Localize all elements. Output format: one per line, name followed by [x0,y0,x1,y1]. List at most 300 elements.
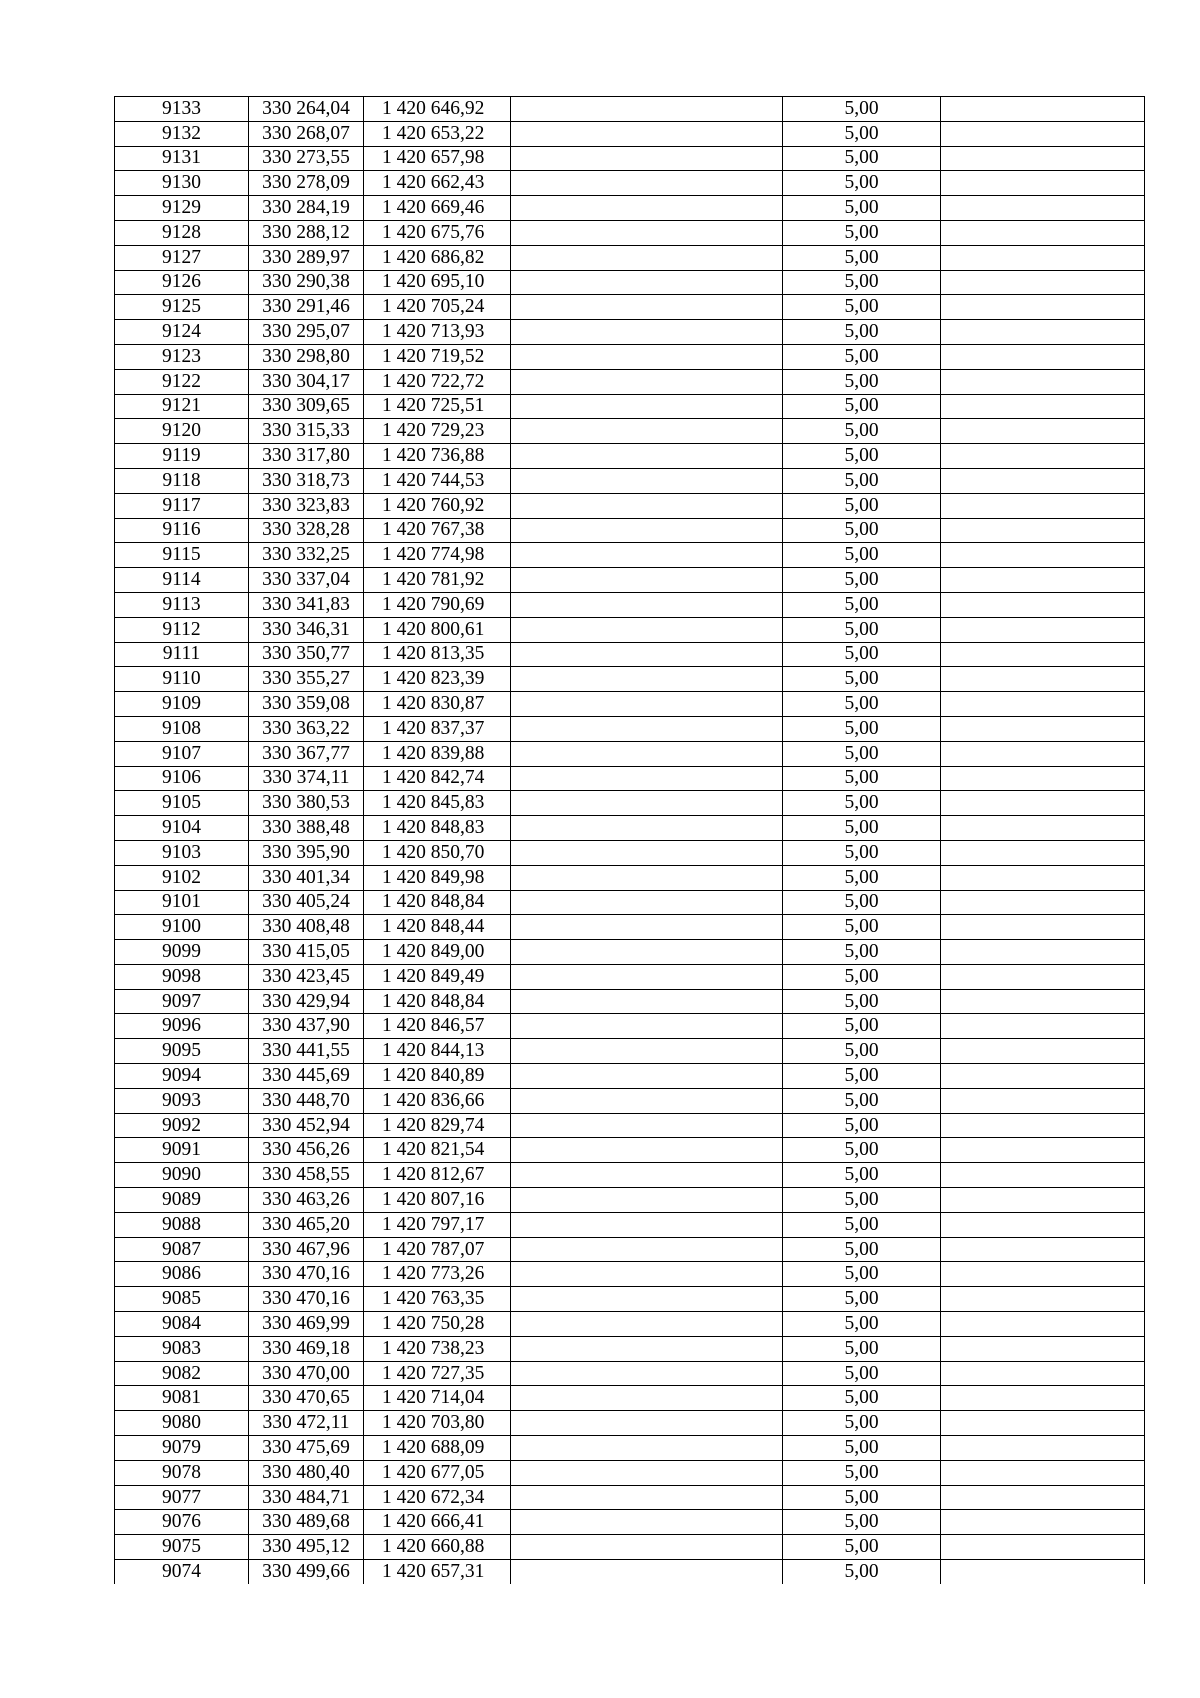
accuracy-value-cell: 5,00 [783,865,941,890]
blank-note-cell [941,344,1145,369]
point-number-cell: 9097 [115,989,249,1014]
blank-note-cell [941,1336,1145,1361]
blank-note-cell [941,592,1145,617]
point-number-cell: 9096 [115,1014,249,1039]
blank-column-cell [511,196,783,221]
accuracy-value-cell: 5,00 [783,1262,941,1287]
blank-column-cell [511,989,783,1014]
table-row [115,196,1145,221]
blank-note-cell [941,1212,1145,1237]
blank-note-cell [941,1237,1145,1262]
x-coordinate-cell: 330 278,09 [249,171,364,196]
table-row [115,642,1145,667]
blank-note-cell [941,220,1145,245]
y-coordinate-cell: 1 420 713,93 [364,320,511,345]
blank-note-cell [941,865,1145,890]
blank-note-cell [941,419,1145,444]
blank-column-cell [511,865,783,890]
blank-column-cell [511,1510,783,1535]
y-coordinate-cell: 1 420 666,41 [364,1510,511,1535]
table-row [115,1535,1145,1560]
y-coordinate-cell: 1 420 813,35 [364,642,511,667]
point-number-cell: 9119 [115,444,249,469]
table-row [115,592,1145,617]
blank-note-cell [941,617,1145,642]
x-coordinate-cell: 330 268,07 [249,121,364,146]
x-coordinate-cell: 330 499,66 [249,1560,364,1584]
y-coordinate-cell: 1 420 849,00 [364,940,511,965]
y-coordinate-cell: 1 420 790,69 [364,592,511,617]
x-coordinate-cell: 330 463,26 [249,1188,364,1213]
blank-note-cell [941,97,1145,122]
point-number-cell: 9127 [115,245,249,270]
x-coordinate-cell: 330 489,68 [249,1510,364,1535]
table-row [115,716,1145,741]
y-coordinate-cell: 1 420 812,67 [364,1163,511,1188]
y-coordinate-cell: 1 420 773,26 [364,1262,511,1287]
table-row [115,344,1145,369]
accuracy-value-cell: 5,00 [783,1212,941,1237]
accuracy-value-cell: 5,00 [783,518,941,543]
y-coordinate-cell: 1 420 781,92 [364,568,511,593]
blank-note-cell [941,816,1145,841]
table-row [115,1560,1145,1584]
blank-column-cell [511,1361,783,1386]
table-row [115,1088,1145,1113]
table-row [115,493,1145,518]
blank-column-cell [511,840,783,865]
accuracy-value-cell: 5,00 [783,97,941,122]
table-row [115,1361,1145,1386]
blank-note-cell [941,1113,1145,1138]
x-coordinate-cell: 330 465,20 [249,1212,364,1237]
accuracy-value-cell: 5,00 [783,444,941,469]
blank-note-cell [941,1287,1145,1312]
point-number-cell: 9075 [115,1535,249,1560]
blank-note-cell [941,1361,1145,1386]
blank-note-cell [941,369,1145,394]
table-row [115,1064,1145,1089]
y-coordinate-cell: 1 420 727,35 [364,1361,511,1386]
accuracy-value-cell: 5,00 [783,220,941,245]
table-row [115,1336,1145,1361]
table-row [115,97,1145,122]
point-number-cell: 9074 [115,1560,249,1584]
x-coordinate-cell: 330 395,90 [249,840,364,865]
point-number-cell: 9099 [115,940,249,965]
y-coordinate-cell: 1 420 842,74 [364,766,511,791]
blank-note-cell [941,741,1145,766]
table-row [115,146,1145,171]
y-coordinate-cell: 1 420 845,83 [364,791,511,816]
blank-note-cell [941,1163,1145,1188]
blank-column-cell [511,915,783,940]
accuracy-value-cell: 5,00 [783,1287,941,1312]
table-row [115,394,1145,419]
accuracy-value-cell: 5,00 [783,1188,941,1213]
blank-note-cell [941,915,1145,940]
table-row [115,121,1145,146]
blank-column-cell [511,320,783,345]
blank-column-cell [511,940,783,965]
table-row [115,915,1145,940]
blank-note-cell [941,890,1145,915]
accuracy-value-cell: 5,00 [783,1312,941,1337]
y-coordinate-cell: 1 420 760,92 [364,493,511,518]
accuracy-value-cell: 5,00 [783,1560,941,1584]
y-coordinate-cell: 1 420 848,84 [364,989,511,1014]
y-coordinate-cell: 1 420 722,72 [364,369,511,394]
accuracy-value-cell: 5,00 [783,394,941,419]
y-coordinate-cell: 1 420 662,43 [364,171,511,196]
blank-column-cell [511,1560,783,1584]
blank-column-cell [511,1411,783,1436]
blank-column-cell [511,1436,783,1461]
point-number-cell: 9103 [115,840,249,865]
blank-column-cell [511,1312,783,1337]
point-number-cell: 9090 [115,1163,249,1188]
blank-note-cell [941,642,1145,667]
x-coordinate-cell: 330 441,55 [249,1039,364,1064]
point-number-cell: 9131 [115,146,249,171]
point-number-cell: 9082 [115,1361,249,1386]
blank-column-cell [511,1386,783,1411]
x-coordinate-cell: 330 284,19 [249,196,364,221]
blank-note-cell [941,320,1145,345]
y-coordinate-cell: 1 420 744,53 [364,468,511,493]
point-number-cell: 9085 [115,1287,249,1312]
accuracy-value-cell: 5,00 [783,617,941,642]
accuracy-value-cell: 5,00 [783,1088,941,1113]
y-coordinate-cell: 1 420 849,49 [364,964,511,989]
x-coordinate-cell: 330 458,55 [249,1163,364,1188]
x-coordinate-cell: 330 290,38 [249,270,364,295]
x-coordinate-cell: 330 359,08 [249,692,364,717]
blank-note-cell [941,171,1145,196]
point-number-cell: 9124 [115,320,249,345]
accuracy-value-cell: 5,00 [783,1163,941,1188]
blank-note-cell [941,121,1145,146]
x-coordinate-cell: 330 480,40 [249,1460,364,1485]
point-number-cell: 9086 [115,1262,249,1287]
point-number-cell: 9128 [115,220,249,245]
y-coordinate-cell: 1 420 646,92 [364,97,511,122]
y-coordinate-cell: 1 420 736,88 [364,444,511,469]
x-coordinate-cell: 330 429,94 [249,989,364,1014]
blank-column-cell [511,493,783,518]
point-number-cell: 9100 [115,915,249,940]
blank-column-cell [511,716,783,741]
point-number-cell: 9107 [115,741,249,766]
point-number-cell: 9121 [115,394,249,419]
table-row [115,270,1145,295]
point-number-cell: 9092 [115,1113,249,1138]
accuracy-value-cell: 5,00 [783,642,941,667]
x-coordinate-cell: 330 317,80 [249,444,364,469]
blank-note-cell [941,1411,1145,1436]
point-number-cell: 9109 [115,692,249,717]
accuracy-value-cell: 5,00 [783,592,941,617]
point-number-cell: 9110 [115,667,249,692]
blank-column-cell [511,171,783,196]
accuracy-value-cell: 5,00 [783,667,941,692]
y-coordinate-cell: 1 420 840,89 [364,1064,511,1089]
x-coordinate-cell: 330 401,34 [249,865,364,890]
blank-note-cell [941,1088,1145,1113]
y-coordinate-cell: 1 420 695,10 [364,270,511,295]
table-row [115,220,1145,245]
accuracy-value-cell: 5,00 [783,840,941,865]
table-row [115,1510,1145,1535]
y-coordinate-cell: 1 420 729,23 [364,419,511,444]
x-coordinate-cell: 330 388,48 [249,816,364,841]
x-coordinate-cell: 330 355,27 [249,667,364,692]
table-row [115,468,1145,493]
accuracy-value-cell: 5,00 [783,1014,941,1039]
x-coordinate-cell: 330 469,99 [249,1312,364,1337]
y-coordinate-cell: 1 420 657,98 [364,146,511,171]
blank-note-cell [941,667,1145,692]
blank-column-cell [511,1460,783,1485]
blank-column-cell [511,344,783,369]
blank-note-cell [941,1485,1145,1510]
y-coordinate-cell: 1 420 850,70 [364,840,511,865]
y-coordinate-cell: 1 420 725,51 [364,394,511,419]
blank-note-cell [941,766,1145,791]
accuracy-value-cell: 5,00 [783,1336,941,1361]
y-coordinate-cell: 1 420 848,44 [364,915,511,940]
x-coordinate-cell: 330 470,16 [249,1287,364,1312]
accuracy-value-cell: 5,00 [783,320,941,345]
y-coordinate-cell: 1 420 669,46 [364,196,511,221]
accuracy-value-cell: 5,00 [783,1535,941,1560]
x-coordinate-cell: 330 288,12 [249,220,364,245]
x-coordinate-cell: 330 295,07 [249,320,364,345]
point-number-cell: 9133 [115,97,249,122]
x-coordinate-cell: 330 415,05 [249,940,364,965]
accuracy-value-cell: 5,00 [783,121,941,146]
x-coordinate-cell: 330 341,83 [249,592,364,617]
y-coordinate-cell: 1 420 705,24 [364,295,511,320]
table-row [115,1485,1145,1510]
blank-column-cell [511,444,783,469]
x-coordinate-cell: 330 363,22 [249,716,364,741]
blank-column-cell [511,617,783,642]
point-number-cell: 9116 [115,518,249,543]
x-coordinate-cell: 330 405,24 [249,890,364,915]
x-coordinate-cell: 330 374,11 [249,766,364,791]
accuracy-value-cell: 5,00 [783,1113,941,1138]
accuracy-value-cell: 5,00 [783,1237,941,1262]
point-number-cell: 9077 [115,1485,249,1510]
point-number-cell: 9084 [115,1312,249,1337]
table-row [115,171,1145,196]
accuracy-value-cell: 5,00 [783,419,941,444]
table-row [115,1262,1145,1287]
blank-column-cell [511,816,783,841]
blank-note-cell [941,840,1145,865]
accuracy-value-cell: 5,00 [783,766,941,791]
blank-note-cell [941,989,1145,1014]
point-number-cell: 9095 [115,1039,249,1064]
blank-note-cell [941,245,1145,270]
blank-column-cell [511,1336,783,1361]
blank-note-cell [941,964,1145,989]
accuracy-value-cell: 5,00 [783,791,941,816]
point-number-cell: 9093 [115,1088,249,1113]
y-coordinate-cell: 1 420 844,13 [364,1039,511,1064]
point-number-cell: 9126 [115,270,249,295]
point-number-cell: 9094 [115,1064,249,1089]
blank-column-cell [511,1014,783,1039]
point-number-cell: 9125 [115,295,249,320]
table-row [115,766,1145,791]
coordinate-table [114,96,1145,1584]
point-number-cell: 9132 [115,121,249,146]
blank-column-cell [511,394,783,419]
blank-column-cell [511,1163,783,1188]
point-number-cell: 9089 [115,1188,249,1213]
blank-note-cell [941,1560,1145,1584]
blank-column-cell [511,1535,783,1560]
point-number-cell: 9080 [115,1411,249,1436]
point-number-cell: 9076 [115,1510,249,1535]
blank-note-cell [941,1064,1145,1089]
blank-column-cell [511,642,783,667]
point-number-cell: 9115 [115,543,249,568]
accuracy-value-cell: 5,00 [783,493,941,518]
x-coordinate-cell: 330 437,90 [249,1014,364,1039]
blank-column-cell [511,568,783,593]
accuracy-value-cell: 5,00 [783,1436,941,1461]
accuracy-value-cell: 5,00 [783,1138,941,1163]
coordinate-table-body [115,97,1145,1584]
accuracy-value-cell: 5,00 [783,146,941,171]
blank-column-cell [511,1113,783,1138]
accuracy-value-cell: 5,00 [783,816,941,841]
blank-column-cell [511,1287,783,1312]
table-row [115,444,1145,469]
y-coordinate-cell: 1 420 653,22 [364,121,511,146]
y-coordinate-cell: 1 420 672,34 [364,1485,511,1510]
y-coordinate-cell: 1 420 750,28 [364,1312,511,1337]
y-coordinate-cell: 1 420 800,61 [364,617,511,642]
blank-note-cell [941,716,1145,741]
accuracy-value-cell: 5,00 [783,915,941,940]
x-coordinate-cell: 330 291,46 [249,295,364,320]
y-coordinate-cell: 1 420 846,57 [364,1014,511,1039]
blank-column-cell [511,1212,783,1237]
point-number-cell: 9106 [115,766,249,791]
y-coordinate-cell: 1 420 714,04 [364,1386,511,1411]
accuracy-value-cell: 5,00 [783,1064,941,1089]
y-coordinate-cell: 1 420 703,80 [364,1411,511,1436]
blank-note-cell [941,940,1145,965]
blank-column-cell [511,543,783,568]
blank-note-cell [941,1014,1145,1039]
table-row [115,295,1145,320]
y-coordinate-cell: 1 420 719,52 [364,344,511,369]
blank-column-cell [511,667,783,692]
accuracy-value-cell: 5,00 [783,369,941,394]
accuracy-value-cell: 5,00 [783,716,941,741]
blank-column-cell [511,964,783,989]
point-number-cell: 9111 [115,642,249,667]
blank-note-cell [941,1188,1145,1213]
y-coordinate-cell: 1 420 677,05 [364,1460,511,1485]
y-coordinate-cell: 1 420 836,66 [364,1088,511,1113]
point-number-cell: 9122 [115,369,249,394]
table-row [115,940,1145,965]
x-coordinate-cell: 330 298,80 [249,344,364,369]
blank-note-cell [941,791,1145,816]
table-row [115,1386,1145,1411]
point-number-cell: 9112 [115,617,249,642]
x-coordinate-cell: 330 380,53 [249,791,364,816]
y-coordinate-cell: 1 420 830,87 [364,692,511,717]
blank-column-cell [511,1064,783,1089]
point-number-cell: 9118 [115,468,249,493]
x-coordinate-cell: 330 309,65 [249,394,364,419]
x-coordinate-cell: 330 470,16 [249,1262,364,1287]
y-coordinate-cell: 1 420 848,84 [364,890,511,915]
blank-note-cell [941,1138,1145,1163]
x-coordinate-cell: 330 423,45 [249,964,364,989]
accuracy-value-cell: 5,00 [783,171,941,196]
table-row [115,518,1145,543]
x-coordinate-cell: 330 495,12 [249,1535,364,1560]
blank-column-cell [511,692,783,717]
blank-note-cell [941,1312,1145,1337]
blank-note-cell [941,1510,1145,1535]
blank-column-cell [511,245,783,270]
x-coordinate-cell: 330 323,83 [249,493,364,518]
x-coordinate-cell: 330 470,65 [249,1386,364,1411]
point-number-cell: 9120 [115,419,249,444]
blank-column-cell [511,146,783,171]
blank-note-cell [941,444,1145,469]
x-coordinate-cell: 330 315,33 [249,419,364,444]
table-row [115,1436,1145,1461]
y-coordinate-cell: 1 420 675,76 [364,220,511,245]
blank-column-cell [511,468,783,493]
accuracy-value-cell: 5,00 [783,940,941,965]
table-row [115,692,1145,717]
blank-column-cell [511,741,783,766]
point-number-cell: 9130 [115,171,249,196]
blank-column-cell [511,1485,783,1510]
blank-note-cell [941,394,1145,419]
y-coordinate-cell: 1 420 688,09 [364,1436,511,1461]
x-coordinate-cell: 330 475,69 [249,1436,364,1461]
accuracy-value-cell: 5,00 [783,964,941,989]
accuracy-value-cell: 5,00 [783,1485,941,1510]
accuracy-value-cell: 5,00 [783,543,941,568]
y-coordinate-cell: 1 420 821,54 [364,1138,511,1163]
accuracy-value-cell: 5,00 [783,741,941,766]
point-number-cell: 9078 [115,1460,249,1485]
x-coordinate-cell: 330 470,00 [249,1361,364,1386]
blank-note-cell [941,518,1145,543]
blank-column-cell [511,1237,783,1262]
accuracy-value-cell: 5,00 [783,270,941,295]
blank-column-cell [511,1188,783,1213]
accuracy-value-cell: 5,00 [783,245,941,270]
blank-note-cell [941,1262,1145,1287]
table-row [115,1014,1145,1039]
blank-column-cell [511,518,783,543]
point-number-cell: 9081 [115,1386,249,1411]
